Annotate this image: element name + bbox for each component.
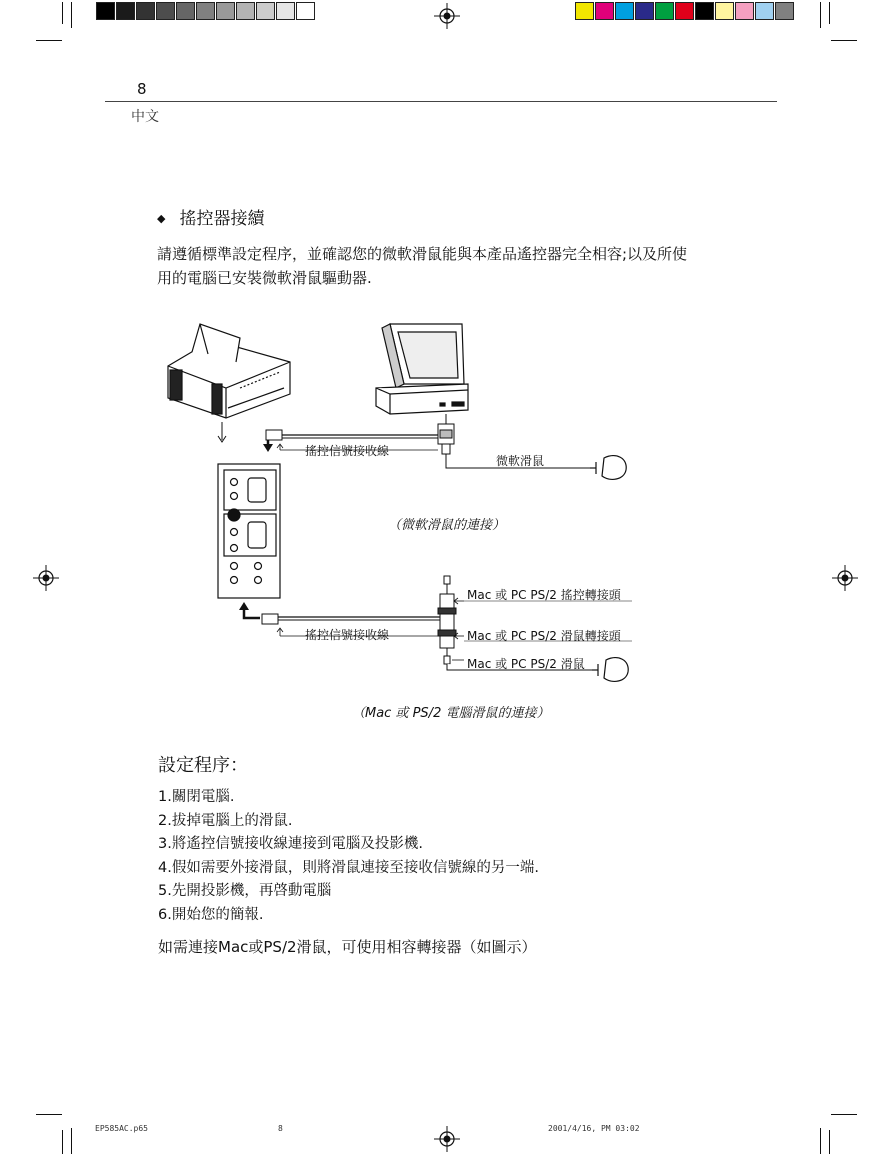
mac-mouse-caption: （Mac 或 PS/2 電腦滑鼠的連接） [352,706,550,721]
color-swatch [635,2,654,20]
color-swatch [176,2,195,20]
color-swatch [695,2,714,20]
diamond-bullet-icon: ◆ [157,212,166,225]
section-title-text: 搖控器接續 [179,209,265,229]
crop-mark [829,1130,830,1154]
footer-file: EP585AC.p65 [95,1124,148,1133]
setup-steps [158,786,539,927]
crop-mark [62,1130,63,1154]
color-swatch [715,2,734,20]
color-swatch [136,2,155,20]
setup-step: 6.開始您的簡報. [158,906,264,923]
crop-mark [36,1114,62,1115]
color-swatch [196,2,215,20]
crop-mark [831,1114,857,1115]
projector-icon [168,324,290,418]
page-number: 8 [137,80,147,98]
computer-icon [376,324,468,414]
ms-mouse-caption: （微軟滑鼠的連接） [388,518,506,533]
crop-mark [831,40,857,41]
color-swatch [575,2,594,20]
projector-panel-icon [218,464,280,598]
ms-mouse-label: 微軟滑鼠 [496,454,545,468]
mouse-icon [590,456,626,480]
registration-mark-right [832,565,858,591]
color-swatch [96,2,115,20]
color-swatch [216,2,235,20]
crop-mark [71,2,72,28]
color-swatch [236,2,255,20]
crop-mark [36,40,62,41]
color-swatch [256,2,275,20]
crop-mark [62,2,63,24]
adapter-note: 如需連接Mac或PS/2滑鼠，可使用相容轉接器（如圖示） [158,938,537,956]
color-swatch [675,2,694,20]
setup-title: 設定程序： [158,755,248,776]
footer-timestamp: 2001/4/16, PM 03:02 [548,1124,640,1133]
color-swatch [595,2,614,20]
setup-step: 1.關閉電腦. [158,789,235,805]
top-cable-label: 搖控信號接收線 [305,444,390,458]
crop-mark [829,2,830,24]
color-swatch [755,2,774,20]
registration-mark-bottom [434,1126,460,1152]
mouse-adapter-label: Mac 或 PC PS/2 滑鼠轉接頭 [467,629,621,643]
registration-mark-left [33,565,59,591]
color-swatch [116,2,135,20]
footer-page: 8 [278,1124,283,1133]
intro-paragraph: 請遵循標準設定程序，並確認您的微軟滑鼠能與本產品遙控器完全相容;以及所使用的電腦已安裝微軟滑鼠驅動器. [157,245,688,287]
color-swatch [156,2,175,20]
color-swatch [615,2,634,20]
color-swatch [655,2,674,20]
bottom-cable-label: 搖控信號接收線 [305,628,390,642]
color-swatch [735,2,754,20]
mouse-icon [592,658,628,682]
crop-mark [820,2,821,28]
setup-step: 4.假如需要外接滑鼠，則將滑鼠連接至接收信號線的另一端. [158,859,539,876]
color-swatch [276,2,295,20]
setup-step: 2.拔掉電腦上的滑鼠. [158,812,293,829]
connection-diagram [150,318,650,728]
language-label: 中文 [131,109,159,125]
mac-mouse-label: Mac 或 PC PS/2 滑鼠 [467,657,585,671]
color-swatch [775,2,794,20]
crop-mark [820,1128,821,1154]
registration-mark-top [434,3,460,29]
adapter-head-label: Mac 或 PC PS/2 搖控轉接頭 [467,588,621,602]
header-rule [105,101,777,102]
section-title [157,204,264,229]
setup-step: 3.將遙控信號接收線連接到電腦及投影機. [158,836,423,852]
color-swatch [296,2,315,20]
crop-mark [71,1128,72,1154]
setup-step: 5.先開投影機，再啓動電腦 [158,883,332,899]
